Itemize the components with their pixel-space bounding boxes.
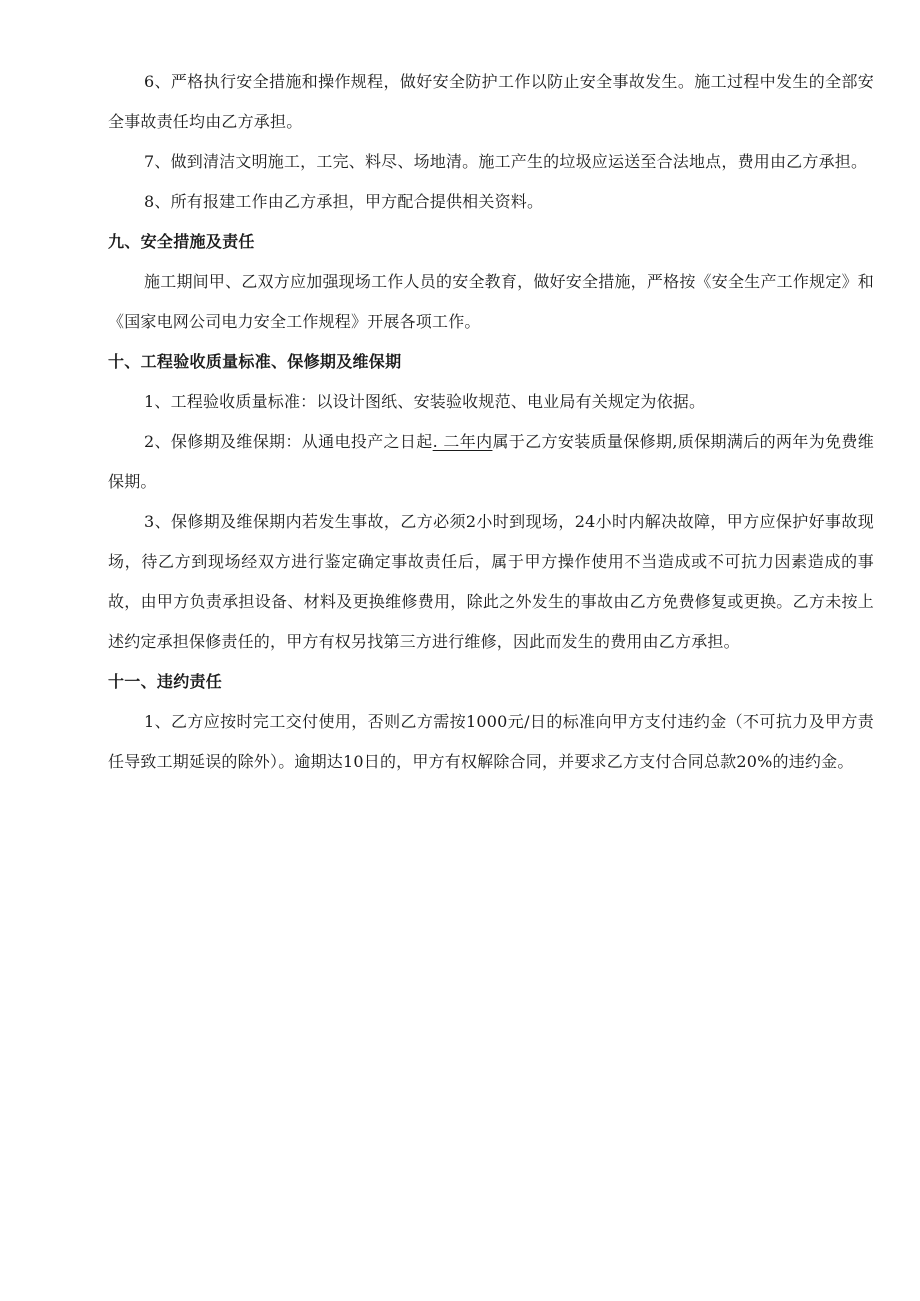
section-10-item-3: 3、保修期及维保期内若发生事故，乙方必须2小时到现场，24小时内解决故障，甲方应保护好事故现场，待乙方到现场经双方进行鉴定确定事故责任后，属于甲方操作使用不当造成或不可抗力因素造成的事故，由甲方负责承担设备、材料及更换维修费用，除此之外发生的事故由乙方免费修复或更换。乙方未按上述约定承担保修责任的，甲方有权另找第三方进行维修，因此而发生的费用由乙方承担。 bbox=[108, 512, 874, 651]
clause-item-7: 7、做到清洁文明施工，工完、料尽、场地清。施工产生的垃圾应运送至合法地点，费用由乙方承担。 bbox=[144, 152, 868, 171]
section-10-heading: 十、工程验收质量标准、保修期及维保期 bbox=[108, 352, 402, 371]
section-10-item-1: 1、工程验收质量标准：以设计图纸、安装验收规范、电业局有关规定为依据。 bbox=[144, 392, 706, 411]
clause-item-8: 8、所有报建工作由乙方承担，甲方配合提供相关资料。 bbox=[144, 192, 544, 211]
section-10-item-2-post: 属于乙方安装质量保修期,质保期满后的两年为免费维保期。 bbox=[108, 432, 874, 491]
document-page bbox=[108, 62, 874, 782]
clause-item-6: 6、严格执行安全措施和操作规程，做好安全防护工作以防止安全事故发生。施工过程中发生的全部安全事故责任均由乙方承担。 bbox=[108, 72, 874, 131]
section-11-item-1: 1、乙方应按时完工交付使用，否则乙方需按1000元/日的标准向甲方支付违约金（不可抗力及甲方责任导致工期延误的除外）。逾期达10日的，甲方有权解除合同，并要求乙方支付合同总款20%的违约金。 bbox=[108, 712, 874, 771]
section-10-item-2 bbox=[108, 422, 874, 502]
section-11-heading: 十一、违约责任 bbox=[108, 672, 223, 691]
section-9-heading: 九、安全措施及责任 bbox=[108, 232, 255, 251]
section-10-item-2-pre: 2、保修期及维保期：从通电投产之日起 bbox=[144, 432, 433, 451]
warranty-period-underlined: . 二年内 bbox=[432, 432, 493, 451]
section-9-text: 施工期间甲、乙双方应加强现场工作人员的安全教育，做好安全措施，严格按《安全生产工作规定》和《国家电网公司电力安全工作规程》开展各项工作。 bbox=[108, 272, 874, 331]
